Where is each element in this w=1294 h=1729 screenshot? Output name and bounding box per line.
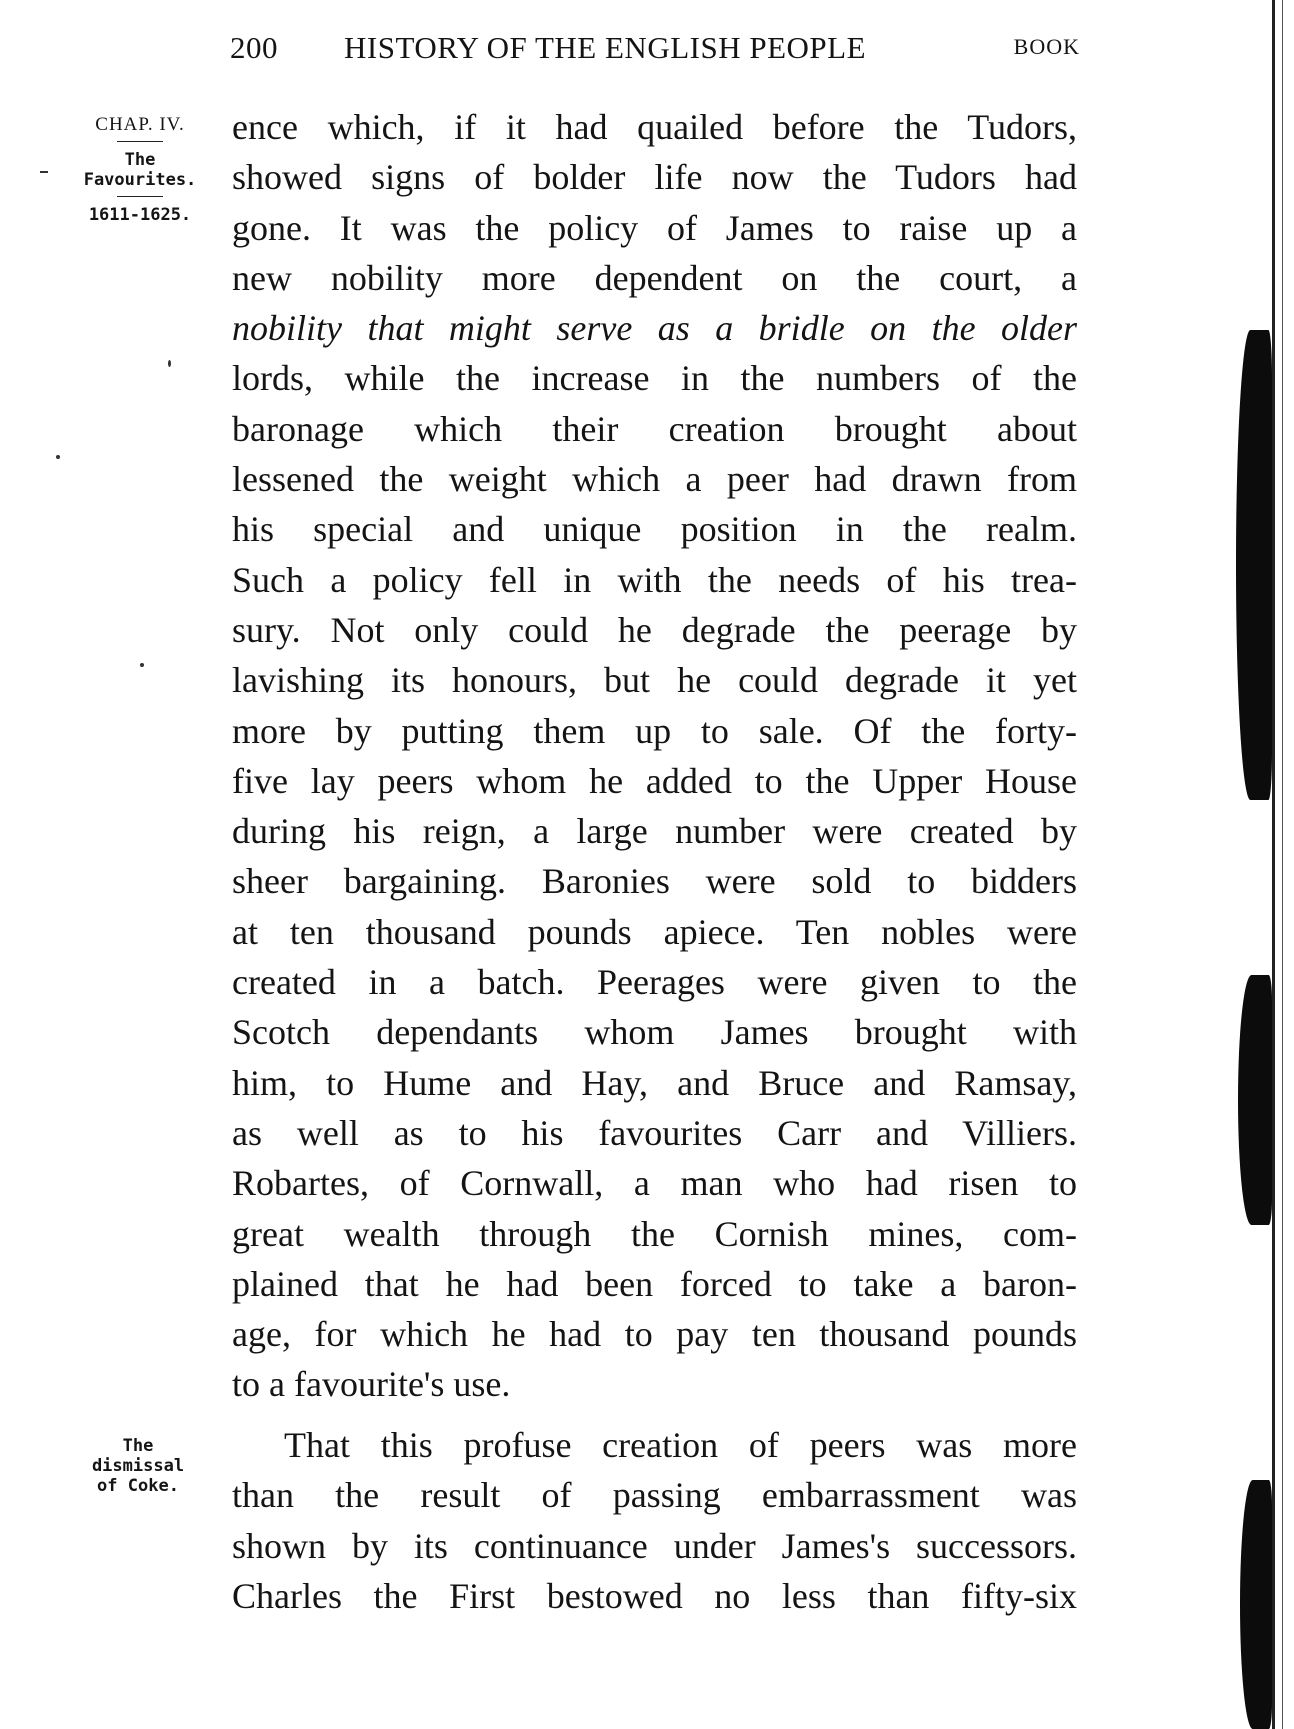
text-line: lavishing its honours, but he could degrade it yet [232,660,1077,701]
margin-topic-line: of Coke. [97,1476,179,1496]
scan-speck [56,455,60,459]
scan-smudge [1238,975,1272,1225]
margin-topic-line: dismissal [91,1456,185,1476]
scan-smudge [1240,1480,1272,1729]
margin-note-dismissal [68,1436,208,1496]
text-line: baronage which their creation brought about [232,408,1077,449]
text-line: his special and unique position in the realm. [232,509,1077,550]
text-line: as well as to his favourites Carr and Villiers. [232,1112,1077,1153]
text-line: plained that he had been forced to take a baron- [232,1263,1077,1304]
text-line: during his reign, a large number were created by [232,811,1077,852]
text-line: showed signs of bolder life now the Tudors had [232,157,1077,198]
text-line: at ten thousand pounds apiece. Ten nobles were [232,911,1077,952]
scan-smudge [1236,330,1272,800]
text-line: Robartes, of Cornwall, a man who had risen to [232,1163,1077,1204]
text-line: gone. It was the policy of James to raise up a [232,207,1077,248]
text-line: lords, while the increase in the numbers of the [232,358,1077,399]
text-line: lessened the weight which a peer had drawn from [232,459,1077,500]
running-header [230,30,1080,70]
scan-speck [40,171,48,173]
text-line: Charles the First bestowed no less than fifty-six [232,1575,1077,1616]
margin-note-favourites [70,115,210,225]
text-line: That this profuse creation of peers was more [284,1425,1077,1465]
text-line: than the result of passing embarrassment was [232,1475,1077,1516]
text-line: created in a batch. Peerages were given to the [232,962,1077,1003]
text-line: Scotch dependants whom James brought with [232,1012,1077,1053]
text-line: ence which, if it had quailed before the Tudors, [232,107,1077,147]
margin-rule [117,196,163,197]
text-line: to a favourite's use. [232,1364,511,1405]
text-line: sheer bargaining. Baronies were sold to bidders [232,861,1077,902]
text-line: sury. Not only could he degrade the peerage by [232,609,1077,650]
text-line: him, to Hume and Hay, and Bruce and Ramsay, [232,1062,1077,1103]
book-label: BOOK [1013,34,1080,59]
margin-topic-line: The [124,150,156,170]
chapter-label: CHAP. IV. [95,114,185,135]
scan-speck [140,663,144,667]
text-line: Such a policy fell in with the needs of his trea- [232,559,1077,600]
page-number: 200 [230,30,278,65]
text-line: new nobility more dependent on the court, a [232,257,1077,298]
margin-topic-line: Favourites. [83,170,197,190]
text-line: shown by its continuance under James's successors. [232,1525,1077,1566]
text-line: nobility that might serve as a bridle on the older [232,308,1077,349]
running-title: HISTORY OF THE ENGLISH PEOPLE [344,30,867,65]
scan-gutter-line [1272,0,1275,1729]
scan-speck [168,360,171,367]
text-line: more by putting them up to sale. Of the forty- [232,710,1077,751]
margin-rule [117,141,163,142]
paragraph-1 [232,102,1077,1410]
text-line: five lay peers whom he added to the Upper House [232,760,1077,801]
margin-topic-line: The [122,1436,154,1456]
scan-gutter-line [1282,0,1283,1729]
margin-dates: 1611-1625. [88,205,192,225]
text-line: great wealth through the Cornish mines, com- [232,1213,1077,1254]
text-line: age, for which he had to pay ten thousand pounds [232,1314,1077,1355]
paragraph-2 [232,1420,1077,1621]
